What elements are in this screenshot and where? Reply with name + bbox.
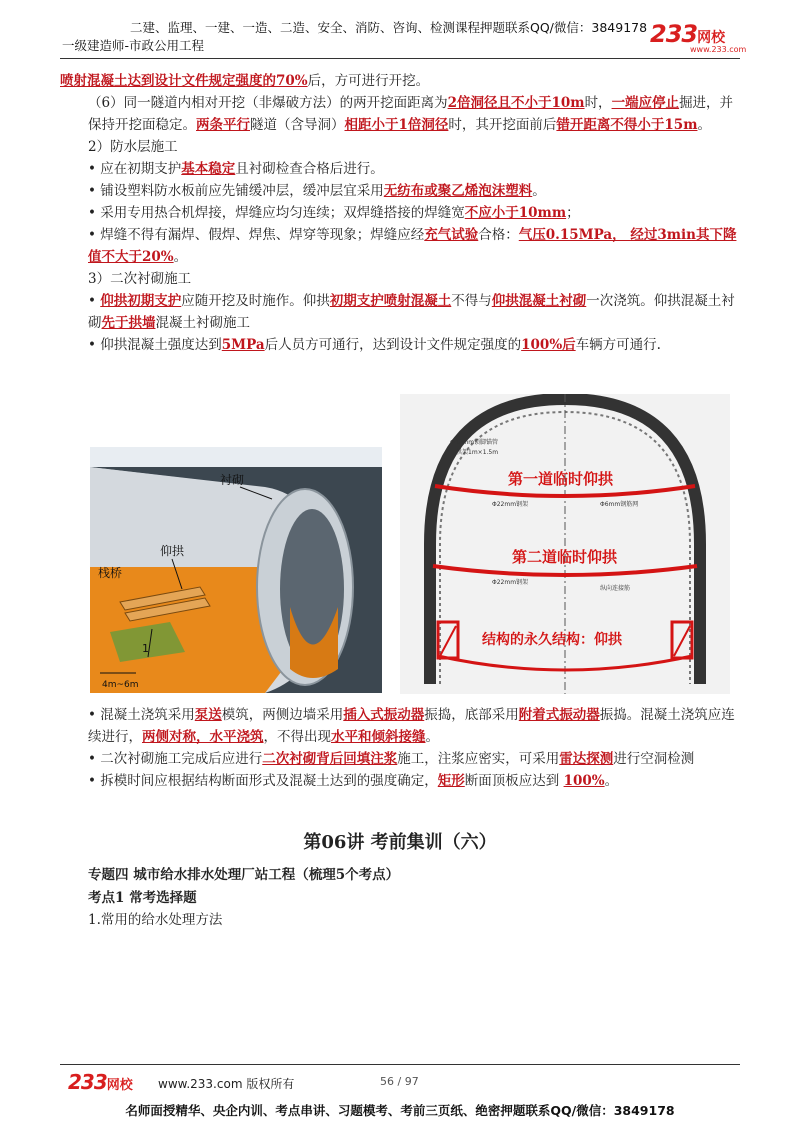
header-contact-line: 二建、监理、一建、一造、二造、安全、消防、咨询、检测课程押题联系QQ/微信：3849178	[130, 20, 648, 35]
label-steel-frame-b: Φ22mm钢架	[492, 579, 529, 586]
main-content	[60, 70, 742, 356]
lower-content	[60, 704, 742, 792]
header-logo: 233网校	[650, 20, 726, 48]
label-permanent-invert: 结构的永久结构：仰拱	[482, 632, 622, 648]
bullet-welding: • 采用专用热合机焊接，焊缝应均匀连续；双焊缝搭接的焊缝宽不应小于10mm；	[88, 205, 580, 221]
label-longitudinal-bar: 纵向连接筋	[600, 585, 631, 592]
label-lining: 衬砌	[220, 473, 245, 487]
bullet-invert-strength: • 仰拱混凝土强度达到5MPa后人员方可通行，达到设计文件规定强度的100%后车辆方可通行.	[88, 337, 661, 353]
label-invert: 仰拱	[160, 544, 185, 558]
header-subtitle: 一级建造师-市政公用工程	[62, 38, 205, 53]
tunnel-section-drawing	[400, 394, 730, 694]
label-mesh: Φ6mm钢筋网	[600, 501, 639, 508]
footer-contact-line: 名师面授精华、央企内训、考点串讲、习题模考、考前三页纸、绝密押题联系QQ/微信：3849178	[125, 1103, 675, 1118]
bullet-backfill-grouting: • 二次衬砌施工完成后应进行二次衬砌背后回填注浆施工，注浆应密实，可采用雷达探测进行空洞检测	[88, 751, 695, 767]
label-top-frame: 拱架1m×1.5m	[456, 449, 499, 456]
label-trestle: 栈桥	[98, 566, 123, 580]
label-first-invert: 第一道临时仰拱	[508, 470, 614, 488]
header-divider	[60, 58, 740, 59]
bullet-formwork-removal: • 拆模时间应根据结构断面形式及混凝土达到的强度确定，矩形断面顶板应达到 100%。	[88, 773, 619, 789]
label-steel-pipe: Φ42mm锁脚锚管	[450, 439, 499, 446]
topic-heading: 专题四 城市给水排水处理厂站工程（梳理5个考点）	[88, 867, 400, 883]
label-steel-frame-a: Φ22mm钢架	[492, 501, 529, 508]
footer-logo: 233网校	[68, 1070, 133, 1094]
point-heading: 考点1 常考选择题	[88, 890, 197, 906]
bullet-initial-support: • 应在初期支护基本稳定且衬砌检查合格后进行。	[88, 161, 384, 177]
bullet-pouring: • 混凝土浇筑采用泵送模筑，两侧边墙采用插入式振动器振捣，底部采用附着式振动器振捣。混凝土浇筑应连续进行，两侧对称，水平浇筑，不得出现水平和倾斜接缝。	[88, 707, 735, 745]
item-heading: 1.常用的给水处理方法	[88, 912, 223, 928]
label-second-invert: 第二道临时仰拱	[512, 548, 618, 566]
header-logo-url: www.233.com	[690, 45, 747, 54]
heading-waterproof: 2）防水层施工	[88, 139, 178, 155]
bullet-buffer-layer: • 铺设塑料防水板前应先铺缓冲层，缓冲层宜采用无纺布或聚乙烯泡沫塑料。	[88, 183, 546, 199]
bullet-invert-support: • 仰拱初期支护应随开挖及时施作。仰拱初期支护喷射混凝土不得与仰拱混凝土衬砌一次浇筑。仰拱混凝土衬砌先于拱墙混凝土衬砌施工	[88, 293, 735, 331]
page-number: 56 / 97	[380, 1075, 419, 1088]
bullet-weld-test: • 焊缝不得有漏焊、假焊、焊焦、焊穿等现象；焊缝应经充气试验合格：气压0.15MPa， 经过3min其下降值不大于20%。	[88, 227, 737, 265]
tunnel-lining-illustration	[90, 447, 382, 693]
lecture-title: 第06讲 考前集训（六）	[303, 832, 497, 853]
footer-copyright: www.233.com 版权所有	[158, 1077, 295, 1091]
paragraph-opposite-excavation: （6）同一隧道内相对开挖（非爆破方法）的两开挖面距离为2倍洞径且不小于10m时，一端应停止掘进，并保持开挖面稳定。两条平行隧道（含导洞）相距小于1倍洞径时，其开挖面前后错开距离不得小于15m。	[88, 95, 734, 133]
heading-secondary-lining: 3）二次衬砌施工	[88, 271, 192, 287]
paragraph-excavation-strength: 喷射混凝土达到设计文件规定强度的70%后，方可进行开挖。	[60, 73, 430, 89]
label-one: 1	[142, 642, 149, 655]
footer-divider	[60, 1064, 740, 1065]
label-dimension: 4m~6m	[102, 680, 139, 690]
